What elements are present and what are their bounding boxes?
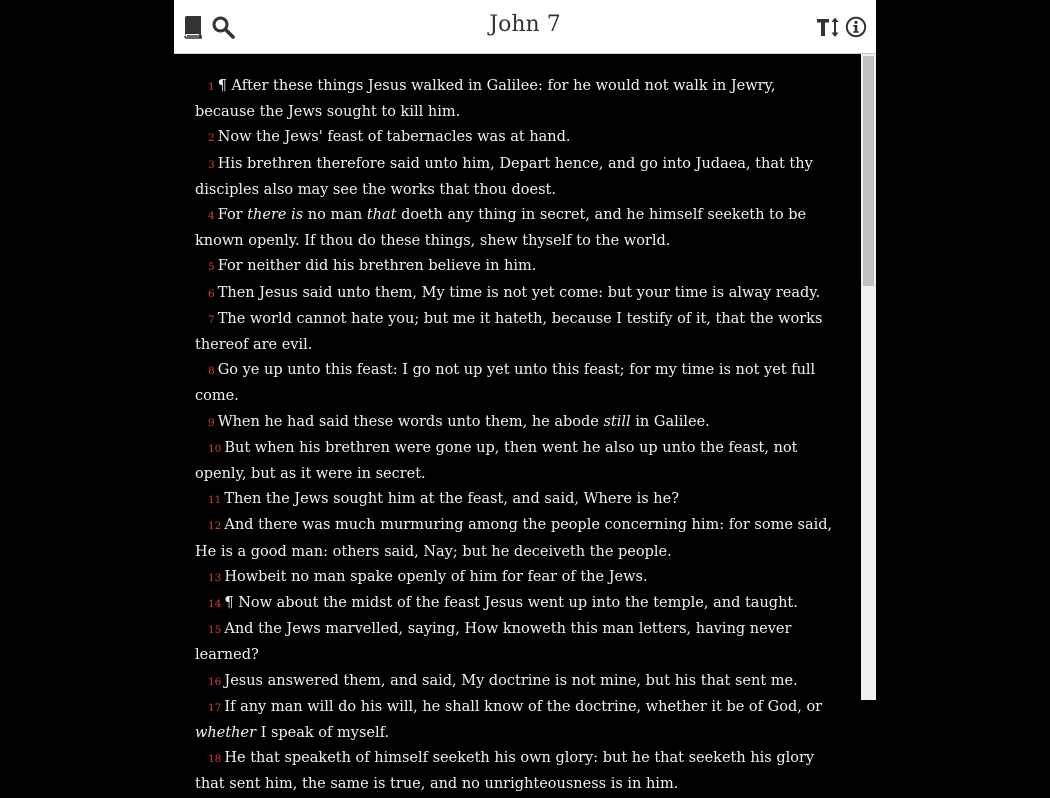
verse-text: doeth any thing in secret, and he himself seeketh to be known openly. If thou do these things, shew thyself to the world. (195, 207, 807, 250)
verse-number[interactable]: 1 (208, 81, 215, 93)
verse (195, 487, 840, 513)
verse (195, 436, 840, 487)
verse-text: Go ye up unto this feast: I go not up yet unto this feast; for my time is not yet full come. (195, 362, 816, 405)
verse (195, 513, 840, 564)
scrollbar-thumb[interactable] (863, 56, 874, 286)
verse-italic-text: there is (247, 207, 304, 224)
verse (195, 254, 840, 280)
verse-text: The world cannot hate you; but me it hateth, because I testify of it, that the works thereof are evil. (195, 310, 823, 354)
verse-number[interactable]: 18 (208, 753, 222, 766)
verse-text: But when his brethren were gone up, then went he also up unto the feast, not openly, but as it were in secret. (195, 439, 798, 483)
verse-text: And there was much murmuring among the people concerning him: for some said, He is a good man: others said, Nay; but he deceiveth the people. (195, 517, 833, 560)
verse-text: Jesus answered them, and said, My doctrine is not mine, but his that sent me. (224, 672, 798, 689)
verse-text: For (217, 207, 248, 224)
verse-text: in Galilee. (630, 413, 710, 430)
verse (195, 669, 840, 695)
verse (195, 281, 840, 307)
text-size-icon[interactable] (816, 15, 840, 39)
verse (195, 746, 840, 797)
verse-number[interactable]: 8 (208, 365, 215, 378)
verse-text: Then Jesus said unto them, My time is not yet come: but your time is alway ready. (217, 284, 821, 301)
verse (195, 617, 840, 668)
verse-number[interactable]: 15 (208, 624, 222, 637)
verse (195, 125, 840, 151)
verse-list (174, 54, 860, 798)
verse (195, 410, 840, 436)
verse-italic-text: whether (195, 725, 257, 742)
page-title: John 7 (489, 12, 561, 37)
verse-number[interactable]: 6 (208, 287, 215, 300)
verse (195, 74, 840, 125)
verse-number[interactable]: 10 (208, 442, 222, 455)
verse (195, 307, 840, 358)
verse-number[interactable]: 16 (208, 675, 222, 688)
verse-number[interactable]: 14 (208, 598, 222, 611)
verse-number[interactable]: 3 (208, 158, 215, 171)
scrollbar[interactable] (861, 54, 876, 700)
verse (195, 565, 840, 591)
verse-text: Howbeit no man spake openly of him for fear of the Jews. (224, 568, 648, 585)
verse-number[interactable]: 2 (208, 132, 215, 145)
verse-number[interactable]: 4 (208, 210, 215, 223)
verse-text: Now the Jews' feast of tabernacles was at hand. (217, 129, 571, 146)
top-bar (174, 0, 876, 54)
chapter-content[interactable] (174, 54, 860, 793)
info-icon[interactable] (844, 15, 868, 39)
verse-text: ¶ Now about the midst of the feast Jesus went up into the temple, and taught. (224, 595, 798, 612)
bible-reader (174, 0, 876, 793)
verse-text: ¶ After these things Jesus walked in Galilee: for he would not walk in Jewry, because the Jews sought to kill him. (195, 78, 776, 121)
verse (195, 695, 840, 746)
verse-number[interactable]: 13 (208, 571, 222, 584)
verse-number[interactable]: 9 (208, 416, 215, 429)
verse-text: no man (303, 207, 367, 224)
verse-number[interactable]: 7 (208, 313, 215, 326)
verse-number[interactable]: 17 (208, 701, 222, 714)
verse (195, 152, 840, 203)
verse-text: If any man will do his will, he shall know of the doctrine, whether it be of God, or (224, 698, 823, 715)
verse-text: He that speaketh of himself seeketh his own glory: but he that seeketh his glory that sent him, the same is true, and no unrighteousness is in him. (195, 750, 815, 793)
verse-italic-text: that (366, 207, 397, 224)
verse (195, 203, 840, 254)
verse-number[interactable]: 5 (208, 261, 215, 274)
verse-text: When he had said these words unto them, he abode (217, 413, 604, 430)
verse-number[interactable]: 12 (208, 520, 222, 533)
right-toolbar (816, 15, 868, 39)
verse-text: Then the Jews sought him at the feast, and said, Where is he? (224, 491, 679, 508)
verse (195, 358, 840, 409)
verse (195, 591, 840, 617)
verse-text: His brethren therefore said unto him, Depart hence, and go into Judaea, that thy disciples also may see the works that thou doest. (195, 155, 813, 198)
verse-number[interactable]: 11 (208, 494, 222, 507)
verse-italic-text: still (603, 413, 631, 430)
verse-text: For neither did his brethren believe in him. (217, 258, 537, 275)
verse-text: I speak of myself. (256, 725, 390, 742)
verse-text: And the Jews marvelled, saying, How knoweth this man letters, having never learned? (195, 621, 792, 664)
